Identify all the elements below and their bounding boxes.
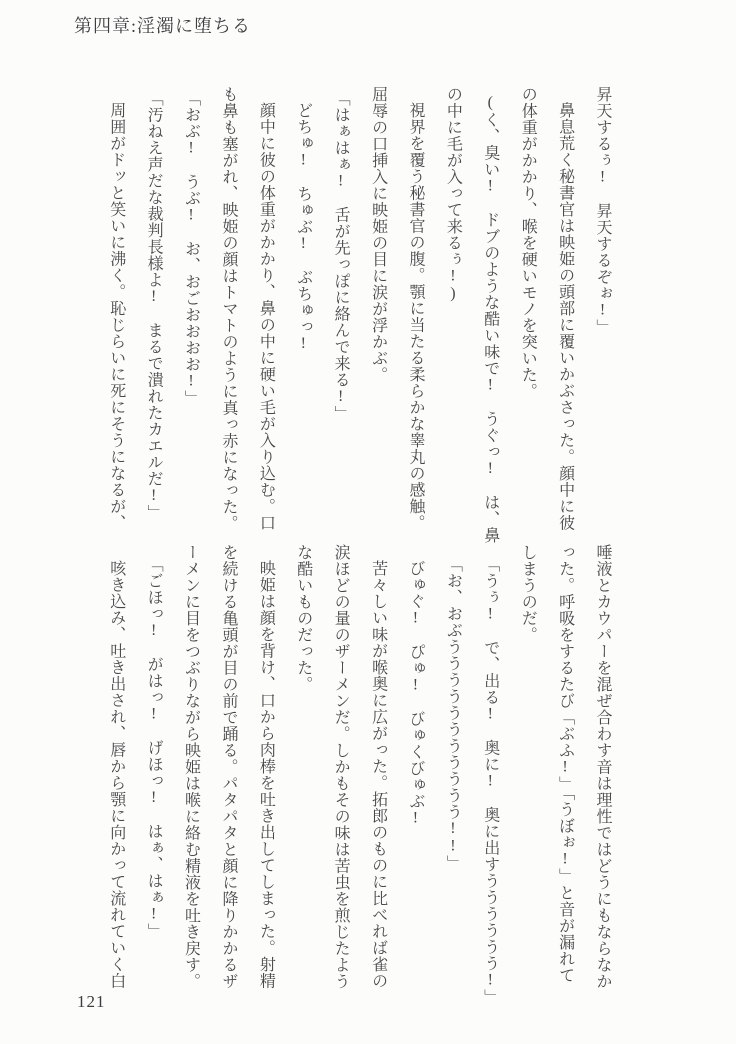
- text-column: 唾液とカウパーを混ぜ合わす音は理性ではどうにもならなか: [594, 544, 611, 990]
- text-column: 咳き込み、吐き出され、唇から顎に向かって流れていく白: [107, 560, 125, 989]
- text-column: 「汚ねえ声だな裁判長様よ! まるで潰れたカエルだ!」: [145, 90, 163, 521]
- text-column: (く、臭い! ドブのような酷い味で! うぐっ! は、鼻: [481, 94, 499, 544]
- text-column: どちゅ! ちゅぶ! ぶちゅっ!: [294, 102, 312, 353]
- text-column: も鼻も塞がれ、映姫の顔はトマトのように真っ赤になった。: [219, 86, 237, 532]
- text-column: しまうのだ。: [519, 544, 537, 643]
- text-column: 顔中に彼の体重がかかり、鼻の中に硬い毛が入り込む。口: [257, 102, 275, 531]
- text-column: 「はぁはぁ! 舌が先っぽに絡んで来る!」: [332, 90, 350, 422]
- chapter-header: 第四章:淫濁に堕ちる: [74, 16, 252, 36]
- text-column: 屈辱の口挿入に映姫の目に涙が浮かぶ。: [369, 86, 387, 383]
- text-column: 周囲がドッと笑いに沸く。恥じらいに死にそうになるが、: [107, 102, 125, 531]
- text-column: 昇天するぅ! 昇天するぞぉ!」: [594, 86, 611, 336]
- text-column: びゅぐ! ぴゅ! びゅくびゅぶ!: [406, 560, 424, 827]
- text-column: を続ける亀頭が目の前で踊る。パタパタと顔に降りかかるザ: [219, 544, 237, 990]
- text-band-top: [97, 86, 621, 544]
- text-column: 鼻息荒く秘書官は映姫の頭部に覆いかぶさった。顔中に彼: [556, 102, 574, 531]
- text-column: った。呼吸をするたび「ぶふ!」「うぼぉ!」と音が漏れて: [556, 544, 574, 984]
- text-column: の中に毛が入って来るぅ!): [444, 86, 462, 303]
- text-column: ーメンに目をつぶりながら映姫は喉に絡む精液を吐き戻す。: [182, 544, 200, 990]
- text-band-bottom: [97, 544, 621, 1006]
- text-column: な酷いものだった。: [294, 544, 312, 693]
- text-column: 「お、おぶううううううううううう!!」: [444, 556, 462, 872]
- text-column: 涙ほどの量のザーメンだ。しかもその味は苦虫を煎じたよう: [332, 544, 350, 990]
- text-column: 苦々しい味が喉奥に広がった。拓郎のものに比べれば雀の: [369, 560, 387, 989]
- text-column: 映姫は顔を背け、口から肉棒を吐き出してしまった。射精: [257, 560, 275, 989]
- text-column: 「ごほっ! がはっ! げほっ! はぁ、はぁ!」: [145, 556, 163, 940]
- text-column: 「おぶ! うぶ! お、おごおおおお!」: [182, 90, 200, 407]
- page-number: 121: [77, 992, 106, 1011]
- text-column: 視界を覆う秘書官の腹。顎に当たる柔らかな睾丸の感触。: [406, 102, 424, 531]
- text-column: の体重がかかり、喉を硬いモノを突いた。: [519, 86, 537, 400]
- text-column: 「うぅ! で、出る! 奥に! 奥に出すうううううう!」: [481, 556, 499, 1006]
